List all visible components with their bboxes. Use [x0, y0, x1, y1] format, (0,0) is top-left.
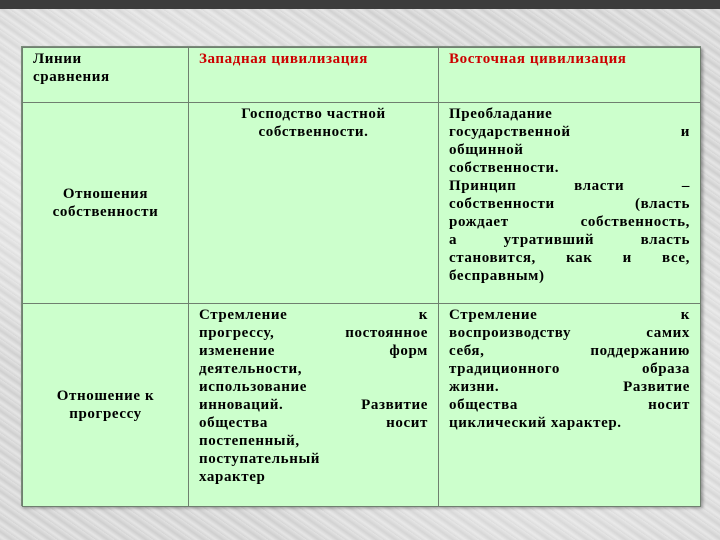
cell-text-line: государственной и	[449, 124, 690, 140]
comparison-table	[22, 47, 701, 507]
top-bar	[0, 0, 720, 9]
cell-text-line: использование	[199, 379, 308, 395]
cell-text-line: общества носит	[199, 415, 428, 431]
row-label-ownership-line1: Отношения	[62, 186, 149, 202]
cell-text-line: Преобладание	[449, 106, 553, 122]
row-label-progress-line2: прогрессу	[69, 406, 142, 422]
cell-text-line: становится, как и все,	[449, 250, 690, 266]
header-comparison-line2: сравнения	[33, 69, 110, 85]
cell-text-line: Господство частной	[241, 106, 386, 122]
table-row-progress	[23, 304, 701, 507]
cell-text-line: постепенный,	[199, 433, 300, 449]
cell-eastern-progress	[439, 304, 701, 507]
cell-western-progress	[189, 304, 439, 507]
cell-text-line: прогрессу, постоянное	[199, 325, 428, 341]
header-cell-western: Западная цивилизация	[189, 48, 439, 103]
cell-text-line: общества носит	[449, 397, 690, 413]
header-comparison-line1: Линии	[33, 51, 82, 67]
cell-text-line: циклический характер.	[449, 415, 622, 431]
cell-text-line: общинной	[449, 142, 524, 158]
cell-text-line: Стремление к	[199, 307, 428, 323]
cell-text-line: собственности (власть	[449, 196, 690, 212]
cell-text-line: изменение форм	[199, 343, 428, 359]
comparison-table-frame	[21, 46, 701, 506]
table-row-ownership	[23, 103, 701, 304]
cell-text-line: поступательный	[199, 451, 320, 467]
row-label-progress-line1: Отношение к	[56, 388, 155, 404]
cell-text-line: Принцип власти –	[449, 178, 690, 194]
cell-text-line: а утративший власть	[449, 232, 690, 248]
cell-text-line: собственности.	[449, 160, 560, 176]
cell-text-line: деятельности,	[199, 361, 303, 377]
cell-text-line: бесправным)	[449, 268, 545, 284]
header-cell-eastern: Восточная цивилизация	[439, 48, 701, 103]
row-label-progress	[23, 304, 189, 507]
row-label-ownership-line2: собственности	[52, 204, 159, 220]
header-cell-comparison-lines	[23, 48, 189, 103]
cell-text-line: себя, поддержанию	[449, 343, 690, 359]
row-label-ownership	[23, 103, 189, 304]
cell-text-line: воспроизводству самих	[449, 325, 690, 341]
cell-text-line: собственности.	[258, 124, 369, 140]
cell-eastern-ownership	[439, 103, 701, 304]
cell-western-ownership	[189, 103, 439, 304]
cell-text-line: инноваций. Развитие	[199, 397, 428, 413]
cell-text-line: Стремление к	[449, 307, 690, 323]
cell-text-line: традиционного образа	[449, 361, 690, 377]
table-header-row	[23, 48, 701, 103]
cell-text-line: жизни. Развитие	[449, 379, 690, 395]
cell-text-line: рождает собственность,	[449, 214, 690, 230]
cell-text-line: характер	[199, 469, 266, 485]
